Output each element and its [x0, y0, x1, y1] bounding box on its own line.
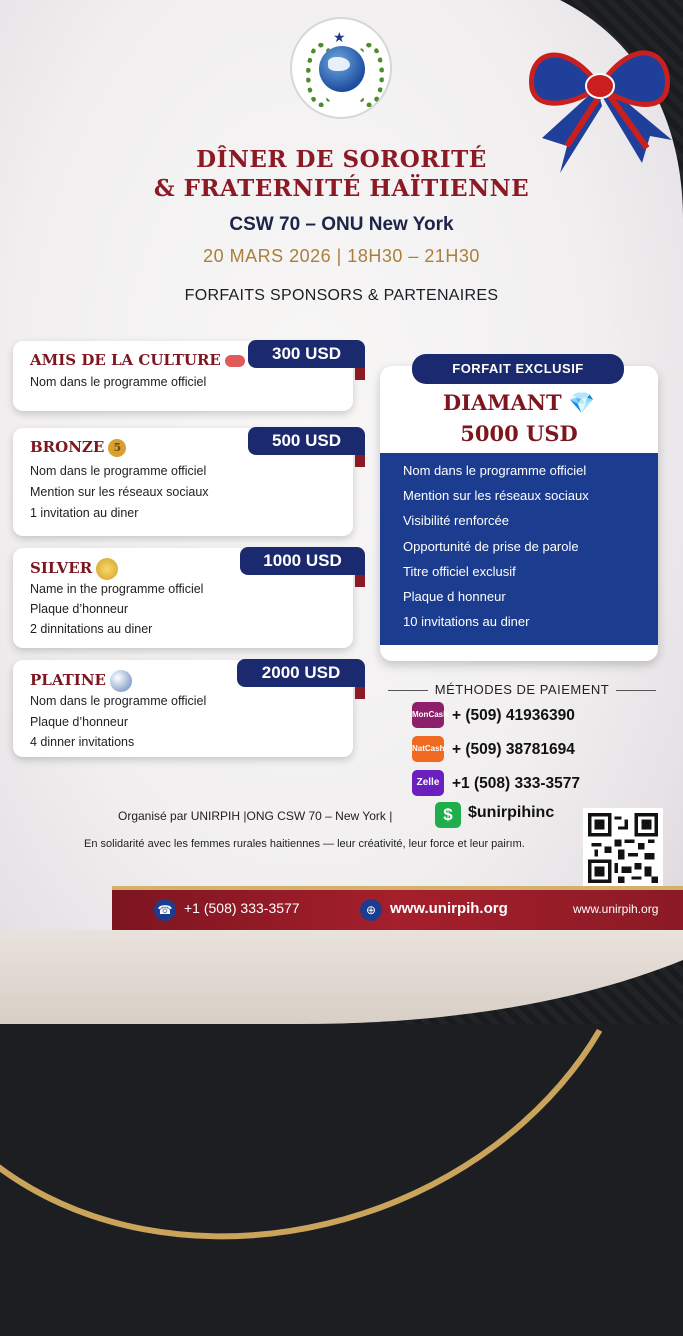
phone-icon: ☎ [154, 899, 176, 921]
tier-feature: 4 dinner invitations [30, 735, 135, 749]
event-subtitle: CSW 70 – ONU New York [229, 214, 454, 235]
footer-phone[interactable]: +1 (508) 333-3577 [184, 900, 300, 916]
diamond-feature: Opportunité de prise de parole [403, 539, 579, 554]
footer-website[interactable]: www.unirpih.org [390, 900, 508, 917]
cashtag[interactable]: $unirpihinc [468, 804, 555, 821]
tier-price-badge: 2000 USD [237, 659, 365, 687]
diamond-icon: 💎 [568, 391, 596, 415]
tier-name: AMIS DE LA CULTURE [30, 351, 221, 369]
event-date: 20 MARS 2026 | 18H30 – 21H30 [203, 246, 480, 266]
cashapp-icon: $ [435, 802, 461, 828]
diamond-feature: Titre officiel exclusif [403, 564, 516, 579]
natcash-icon: NatCash [412, 736, 444, 762]
star-icon: ★ [333, 29, 346, 45]
tier-feature: Plaque d’honneur [30, 602, 128, 616]
tier-feature: Name in the programme officiel [30, 582, 204, 596]
platinum-medal-icon [110, 670, 132, 692]
tier-feature: Mention sur les réseaux sociaux [30, 485, 209, 499]
moncash-number[interactable]: + (509) 41936390 [452, 707, 575, 724]
tier-price-badge: 500 USD [248, 427, 365, 455]
diamond-name: DIAMANT [442, 390, 562, 415]
tier-price-badge: 1000 USD [240, 547, 365, 575]
organization-logo [290, 17, 392, 119]
tier-name: BRONZE [30, 438, 105, 456]
zelle-icon: Zelle [412, 770, 444, 796]
tier-price-badge: 300 USD [248, 340, 365, 368]
diamond-price: 5000 USD [460, 421, 578, 446]
footer-website-right[interactable]: www.unirpih.org [573, 902, 659, 916]
tier-feature: Nom dans le programme officiel [30, 694, 207, 708]
title-line-2: & FRATERNITÉ HAÏTIENNE [153, 175, 530, 202]
zelle-number[interactable]: +1 (508) 333-3577 [452, 775, 580, 792]
silver-coin-icon [96, 558, 118, 580]
diamond-feature: Mention sur les réseaux sociaux [403, 488, 589, 503]
tier-feature: 2 dinnitations au diner [30, 622, 153, 636]
globe-web-icon: ⊕ [360, 899, 382, 921]
organizer-text: Organisé par UNIRPIH |ONG CSW 70 – New York | [118, 809, 393, 823]
diamond-title [380, 390, 658, 416]
diamond-feature: Visibilité renforcée [403, 513, 509, 528]
tier-feature: 1 invitation au diner [30, 506, 139, 520]
qr-code[interactable] [583, 808, 663, 888]
pin-icon [225, 355, 245, 367]
continent-shape [328, 57, 350, 71]
natcash-number[interactable]: + (509) 38781694 [452, 741, 575, 758]
solidarity-text: En solidarité avec les femmes rurales haitiennes — leur créativité, leur force et leur pairım. [84, 838, 525, 850]
payment-methods-title: MÉTHODES DE PAIEMENT [388, 682, 656, 697]
moncash-icon: MonCash [412, 702, 444, 728]
section-heading: FORFAITS SPONSORS & PARTENAIRES [184, 287, 499, 304]
tier-feature: Nom dans le programme officiel [30, 464, 207, 478]
diamond-feature: Nom dans le programme officiel [403, 463, 587, 478]
exclusive-banner: FORFAIT EXCLUSIF [412, 354, 624, 384]
bronze-medal-icon: 5 [108, 439, 126, 457]
tier-feature: Plaque d’honneur [30, 715, 128, 729]
tier-name: PLATINE [30, 671, 106, 689]
diamond-feature: Plaque d honneur [403, 589, 506, 604]
title-line-1: DÎNER DE SORORITÉ [196, 146, 487, 173]
diamond-feature: 10 invitations au diner [403, 614, 530, 629]
tier-feature: Nom dans le programme officiel [30, 375, 207, 389]
tier-name: SILVER [30, 559, 93, 577]
